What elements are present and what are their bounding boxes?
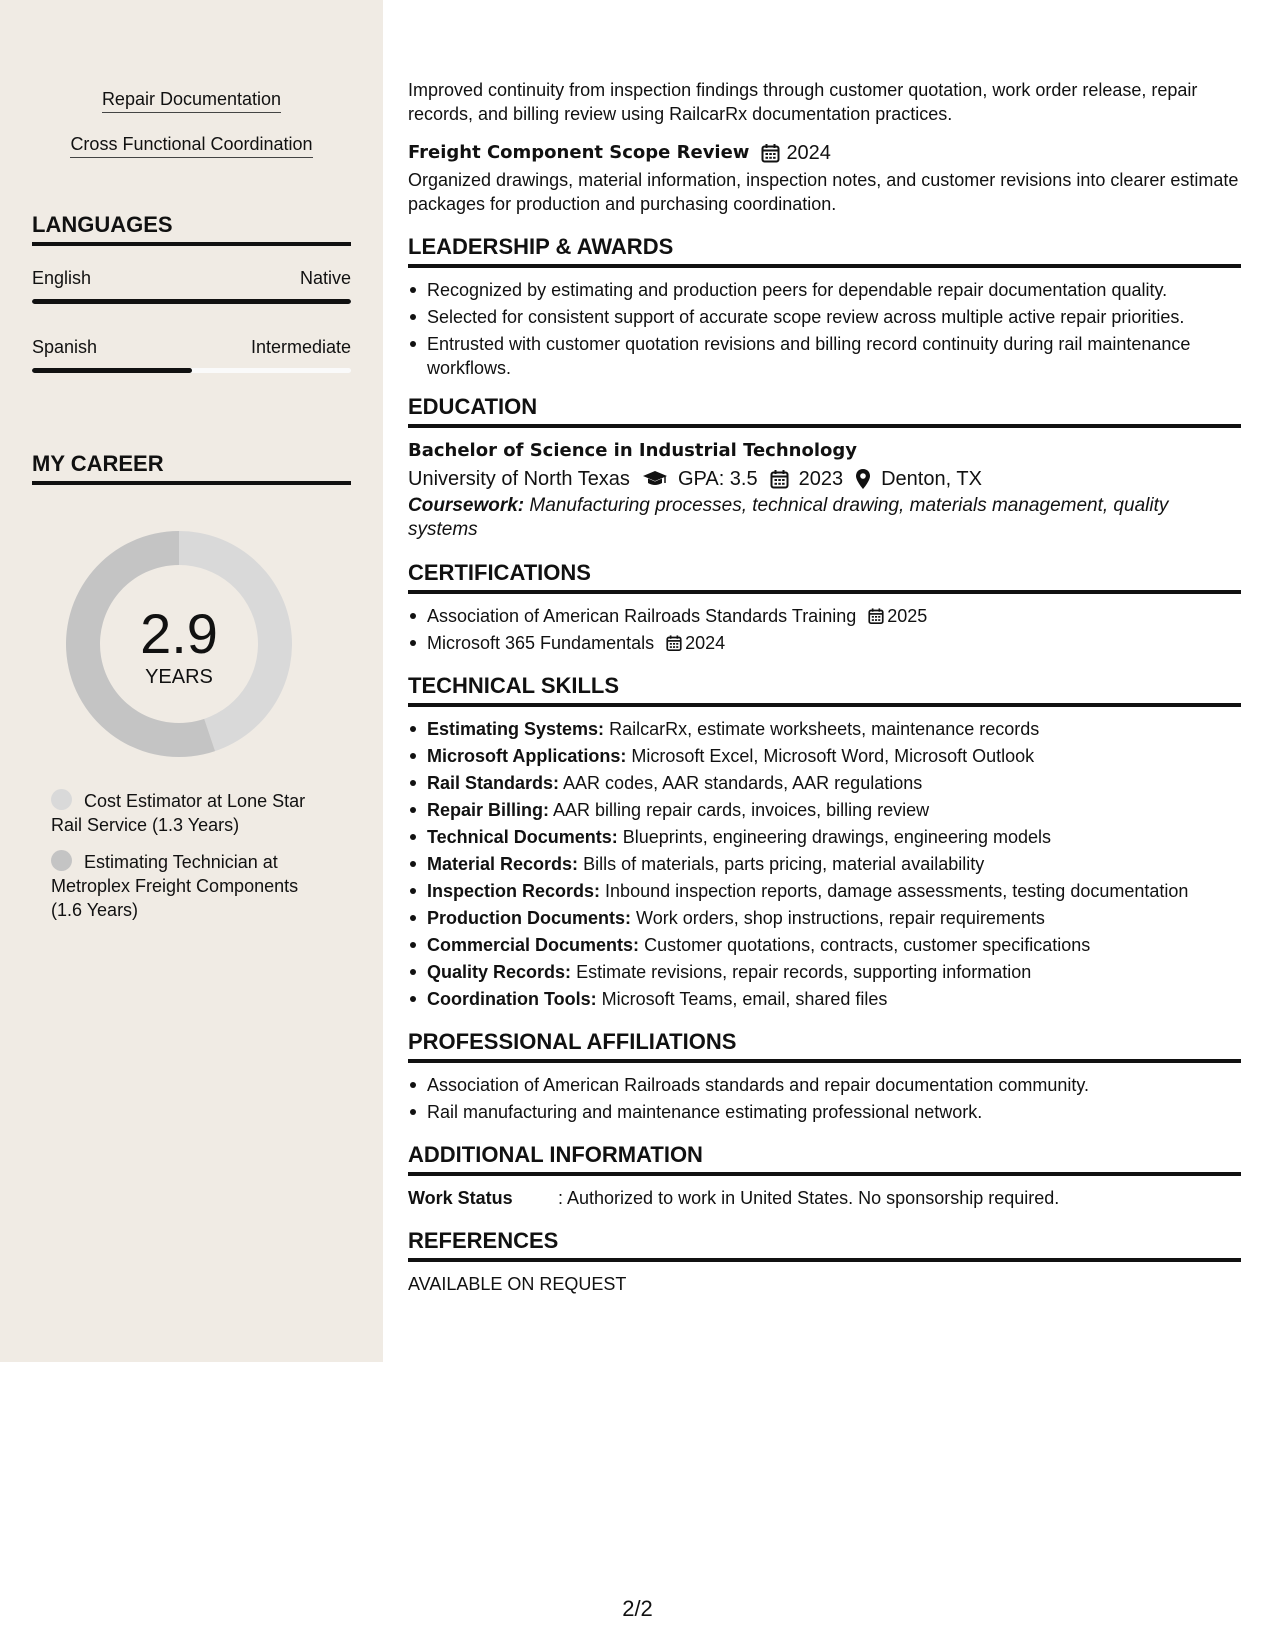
certifications-heading: CERTIFICATIONS xyxy=(408,560,1241,594)
language-bar xyxy=(32,299,351,304)
list-item xyxy=(408,604,1241,628)
list-item xyxy=(408,852,1241,876)
skill-tag-label: Cross Functional Coordination xyxy=(70,133,312,158)
skill-category-label: Rail Standards: xyxy=(427,773,560,793)
skill-category-value: AAR billing repair cards, invoices, billing review xyxy=(553,800,930,820)
list-item xyxy=(408,744,1241,768)
skill-category-value: RailcarRx, estimate worksheets, maintenance records xyxy=(609,719,1040,739)
list-item: Recognized by estimating and production peers for dependable repair documentation quality. xyxy=(408,278,1241,302)
references-text: AVAILABLE ON REQUEST xyxy=(408,1274,627,1294)
affiliations-list xyxy=(408,1073,1241,1124)
language-bar xyxy=(32,368,351,373)
certification-year: 2024 xyxy=(685,633,726,653)
skill-category-label: Technical Documents: xyxy=(427,827,618,847)
skill-category-label: Microsoft Applications: xyxy=(427,746,627,766)
skill-category-label: Quality Records: xyxy=(427,962,572,982)
skill-category-value: Microsoft Excel, Microsoft Word, Microsoft Outlook xyxy=(631,746,1035,766)
language-level: Native xyxy=(299,268,351,288)
school-name: University of North Texas xyxy=(408,468,630,490)
career-heading: MY CAREER xyxy=(32,451,351,485)
list-item xyxy=(408,960,1241,984)
additional-info-heading: ADDITIONAL INFORMATION xyxy=(408,1142,1241,1176)
affiliations-heading: PROFESSIONAL AFFILIATIONS xyxy=(408,1029,1241,1063)
skill-category-label: Material Records: xyxy=(427,854,579,874)
list-item: Association of American Railroads standards and repair documentation community. xyxy=(408,1073,1241,1097)
list-item: Entrusted with customer quotation revisions and billing record continuity during rail maintenance workflows. xyxy=(408,332,1241,380)
career-item xyxy=(51,850,331,922)
coursework xyxy=(408,494,1241,542)
list-item xyxy=(408,906,1241,930)
language-name: Spanish xyxy=(32,337,98,357)
career-item xyxy=(51,789,331,837)
skill-category-value: Customer quotations, contracts, customer specifications xyxy=(644,935,1091,955)
language-level: Intermediate xyxy=(250,337,351,357)
language-row xyxy=(32,336,351,358)
sidebar xyxy=(0,0,383,1362)
intro-paragraph: Improved continuity from inspection findings through customer quotation, work order release, repair records, and billing review using RailcarRx documentation practices. xyxy=(408,80,1198,124)
graduation-cap-icon xyxy=(642,470,668,488)
calendar-icon xyxy=(868,607,884,625)
project-year: 2024 xyxy=(786,142,831,164)
skill-category-label: Inspection Records: xyxy=(427,881,601,901)
page-number: 2/2 xyxy=(622,1596,653,1621)
skill-category-value: Inbound inspection reports, damage assessments, testing documentation xyxy=(605,881,1189,901)
list-item: Rail manufacturing and maintenance estimating professional network. xyxy=(408,1100,1241,1124)
skill-tag xyxy=(0,88,383,113)
project-title: Freight Component Scope Review xyxy=(408,142,750,163)
graduation-year: 2023 xyxy=(798,468,844,490)
career-legend-dot xyxy=(51,850,72,871)
certifications-list xyxy=(408,604,1241,655)
career-item-label: Cost Estimator at Lone Star Rail Service (1.3 Years) xyxy=(51,791,306,835)
list-item xyxy=(408,825,1241,849)
career-item-label: Estimating Technician at Metroplex Freight Components (1.6 Years) xyxy=(51,852,299,920)
skill-category-value: Bills of materials, parts pricing, material availability xyxy=(583,854,985,874)
list-item xyxy=(408,631,1241,655)
coursework-label: Coursework: xyxy=(408,495,525,516)
skill-category-label: Estimating Systems: xyxy=(427,719,605,739)
certification-name: Microsoft 365 Fundamentals xyxy=(427,633,655,653)
leadership-heading: LEADERSHIP & AWARDS xyxy=(408,234,1241,268)
work-status-row xyxy=(408,1186,1241,1210)
language-row xyxy=(32,267,351,289)
leadership-list xyxy=(408,278,1241,380)
location-pin-icon xyxy=(855,468,871,490)
skill-category-value: Estimate revisions, repair records, supporting information xyxy=(576,962,1032,982)
list-item xyxy=(408,798,1241,822)
list-item xyxy=(408,879,1241,903)
skill-category-label: Commercial Documents: xyxy=(427,935,640,955)
career-total-unit: YEARS xyxy=(145,666,213,688)
skill-category-label: Production Documents: xyxy=(427,908,632,928)
career-legend-dot xyxy=(51,789,72,810)
skill-tag xyxy=(0,133,383,158)
references-heading: REFERENCES xyxy=(408,1228,1241,1262)
calendar-icon xyxy=(666,634,682,652)
coursework-text: Manufacturing processes, technical drawing, materials management, quality systems xyxy=(408,495,1169,540)
education-heading: EDUCATION xyxy=(408,394,1241,428)
list-item: Selected for consistent support of accurate scope review across multiple active repair priorities. xyxy=(408,305,1241,329)
skill-category-value: AAR codes, AAR standards, AAR regulations xyxy=(563,773,923,793)
list-item xyxy=(408,987,1241,1011)
gpa: GPA: 3.5 xyxy=(677,468,758,490)
education-location: Denton, TX xyxy=(881,468,982,490)
calendar-icon xyxy=(770,469,789,489)
technical-skills-list xyxy=(408,717,1241,1011)
skill-category-label: Repair Billing: xyxy=(427,800,550,820)
skill-category-value: Microsoft Teams, email, shared files xyxy=(601,989,888,1009)
project-title-row xyxy=(408,140,1241,166)
certification-year: 2025 xyxy=(887,606,928,626)
work-status-label: Work Status xyxy=(408,1188,513,1208)
language-bar-fill xyxy=(32,368,192,373)
language-name: English xyxy=(32,268,92,288)
technical-skills-heading: TECHNICAL SKILLS xyxy=(408,673,1241,707)
skill-category-value: Blueprints, engineering drawings, engineering models xyxy=(622,827,1051,847)
skill-category-label: Coordination Tools: xyxy=(427,989,597,1009)
skill-category-value: Work orders, shop instructions, repair requirements xyxy=(636,908,1045,928)
skill-tag-label: Repair Documentation xyxy=(102,88,281,113)
certification-name: Association of American Railroads Standards Training xyxy=(427,606,857,626)
list-item xyxy=(408,933,1241,957)
list-item xyxy=(408,771,1241,795)
degree-title: Bachelor of Science in Industrial Technology xyxy=(408,440,857,461)
project-description: Organized drawings, material information, inspection notes, and customer revisions into clearer estimate packages for production and purchasing coordination. xyxy=(408,170,1239,214)
work-status-value: : Authorized to work in United States. No sponsorship required. xyxy=(558,1188,1060,1208)
career-total-years: 2.9 xyxy=(140,602,218,665)
list-item xyxy=(408,717,1241,741)
languages-heading: LANGUAGES xyxy=(32,212,351,246)
language-bar-fill xyxy=(32,299,351,304)
calendar-icon xyxy=(761,143,780,163)
main-content xyxy=(408,78,1241,1296)
education-meta xyxy=(408,464,1241,494)
